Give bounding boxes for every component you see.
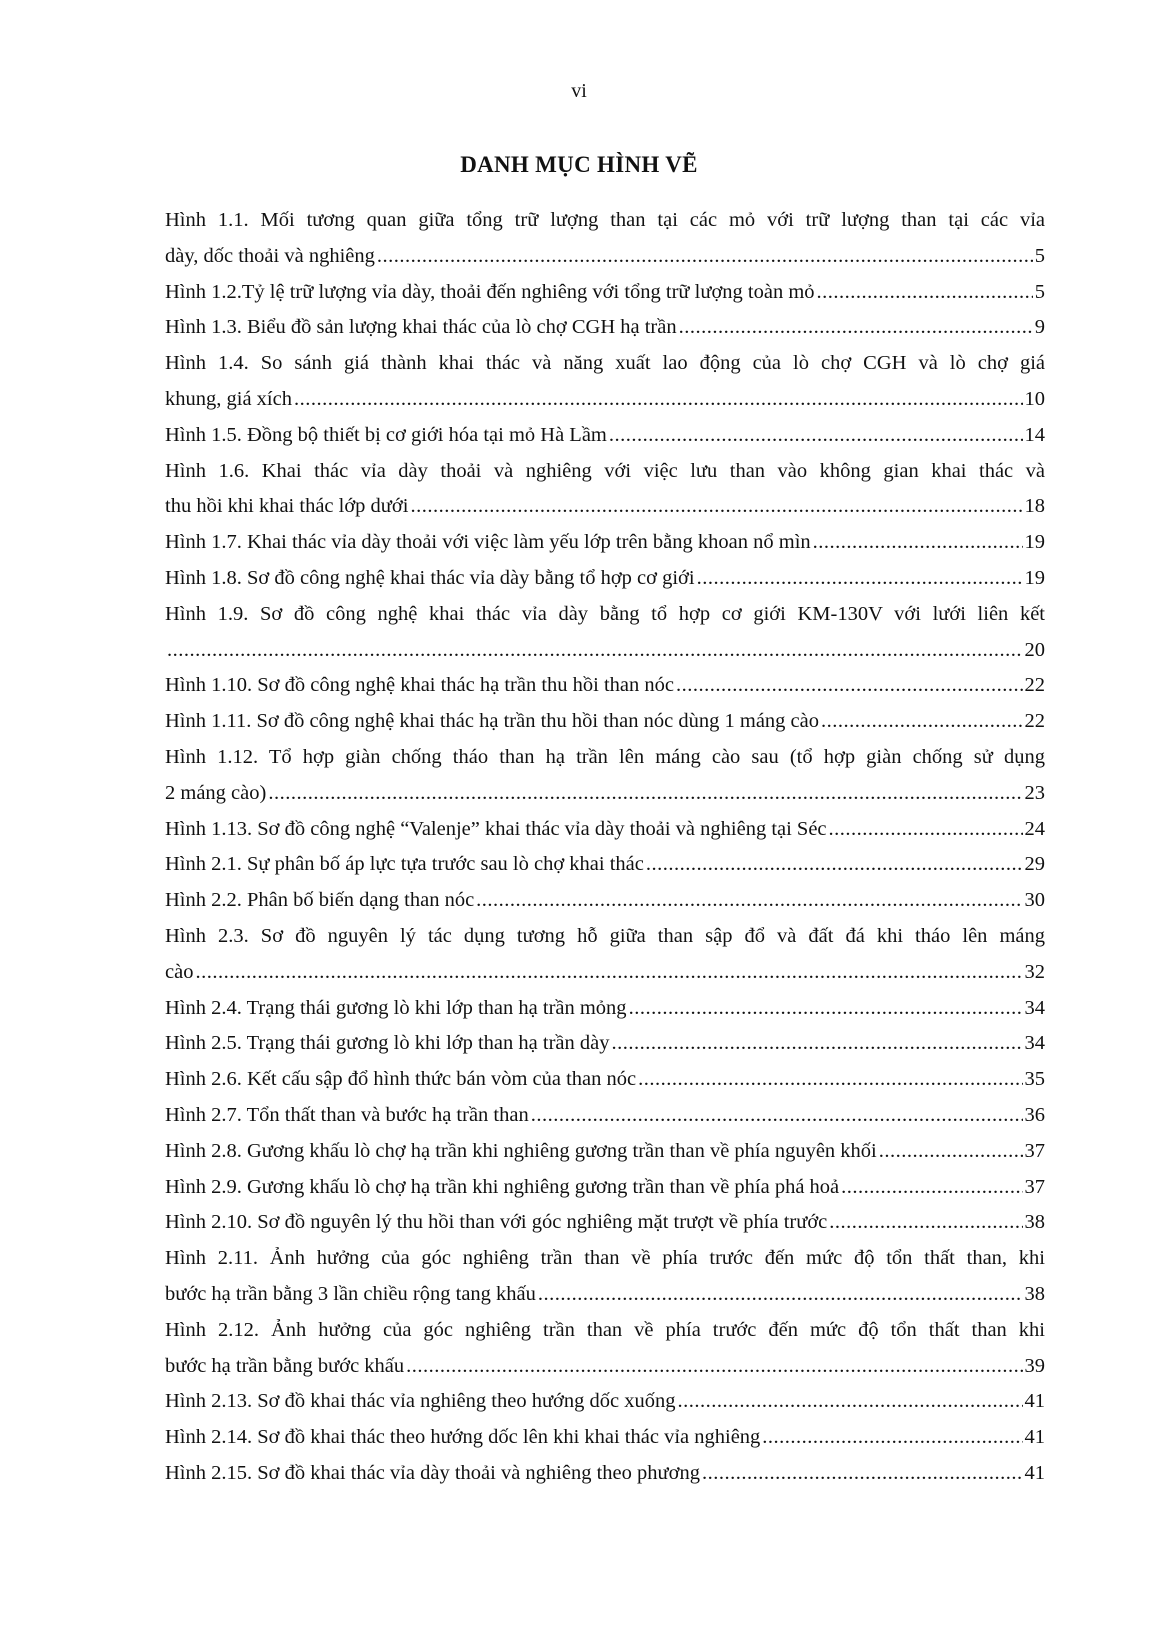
- entry-page-number: 5: [1034, 280, 1045, 303]
- entry-page-number: 9: [1034, 316, 1045, 339]
- entry-leader-line: [165, 525, 1045, 561]
- entry-caption: Hình 1.3. Biểu đồ sản lượng khai thác của lò chợ CGH hạ trần: [165, 316, 677, 339]
- list-item: [165, 740, 1045, 812]
- entry-page-number: 14: [1024, 423, 1045, 446]
- dot-leader: [531, 1098, 1023, 1134]
- entry-leader-line: [165, 633, 1045, 669]
- list-item: [165, 668, 1045, 704]
- entry-caption: Hình 1.7. Khai thác vỉa dày thoải với việc làm yếu lớp trên bằng khoan nổ mìn: [165, 531, 811, 554]
- entry-caption: Hình 2.2. Phân bố biến dạng than nóc: [165, 889, 475, 912]
- entry-page-number: 32: [1024, 960, 1045, 983]
- entry-leader-line: [165, 668, 1045, 704]
- list-item: [165, 275, 1045, 311]
- dot-leader: [817, 275, 1033, 311]
- entry-caption: thu hồi khi khai thác lớp dưới: [165, 495, 409, 518]
- dot-leader: [762, 1420, 1022, 1456]
- entry-leader-line: [165, 812, 1045, 848]
- entry-page-number: 22: [1024, 674, 1045, 697]
- page-number: vi: [571, 80, 587, 102]
- entry-page-number: 29: [1024, 853, 1045, 876]
- dot-leader: [813, 525, 1023, 561]
- entry-leader-line: [165, 418, 1045, 454]
- entry-leader-line: [165, 1170, 1045, 1206]
- entry-caption: bước hạ trần bằng bước khấu: [165, 1354, 405, 1377]
- dot-leader: [879, 1134, 1023, 1170]
- entry-leader-line: [165, 1277, 1045, 1313]
- entry-page-number: 37: [1024, 1175, 1045, 1198]
- entry-leader-line: [165, 1420, 1045, 1456]
- list-item: [165, 418, 1045, 454]
- entry-leader-line: [165, 239, 1045, 275]
- entry-caption-line: Hình 2.12. Ảnh hưởng của góc nghiêng trần than về phía trước đến mức độ tổn thất than khi: [165, 1318, 1045, 1341]
- list-item: [165, 991, 1045, 1027]
- entry-caption: Hình 1.2.Tỷ lệ trữ lượng vỉa dày, thoải đến nghiêng với tổng trữ lượng toàn mỏ: [165, 280, 815, 303]
- entry-page-number: 41: [1024, 1461, 1045, 1484]
- entry-caption: Hình 2.9. Gương khấu lò chợ hạ trần khi nghiêng gương trần than về phía phá hoả: [165, 1175, 840, 1198]
- list-item: [165, 847, 1045, 883]
- entry-leader-line: [165, 275, 1045, 311]
- entry-page-number: 23: [1024, 781, 1045, 804]
- dot-leader: [629, 991, 1023, 1027]
- list-item: [165, 1420, 1045, 1456]
- entry-caption: Hình 2.5. Trạng thái gương lò khi lớp than hạ trần dày: [165, 1032, 610, 1055]
- entry-leader-line: [165, 1456, 1045, 1492]
- entry-page-number: 36: [1024, 1103, 1045, 1126]
- entry-caption-line: Hình 2.11. Ảnh hưởng của góc nghiêng trần than về phía trước đến mức độ tổn thất than, khi: [165, 1247, 1045, 1270]
- entry-caption: Hình 2.7. Tổn thất than và bước hạ trần than: [165, 1103, 529, 1126]
- dot-leader: [679, 310, 1033, 346]
- entry-caption: Hình 2.8. Gương khấu lò chợ hạ trần khi nghiêng gương trần than về phía nguyên khối: [165, 1139, 877, 1162]
- entry-page-number: 5: [1034, 244, 1045, 267]
- entry-leader-line: [165, 1349, 1045, 1385]
- entry-caption: Hình 2.4. Trạng thái gương lò khi lớp than hạ trần mỏng: [165, 996, 627, 1019]
- page-title: DANH MỤC HÌNH VẼ: [460, 152, 698, 177]
- entry-caption: Hình 2.13. Sơ đồ khai thác vỉa nghiêng theo hướng dốc xuống: [165, 1390, 676, 1413]
- entry-leader-line: [165, 883, 1045, 919]
- dot-leader: [609, 418, 1023, 454]
- entry-page-number: 19: [1024, 531, 1045, 554]
- entry-caption: bước hạ trần bằng 3 lần chiều rộng tang khấu: [165, 1282, 536, 1305]
- entry-caption: Hình 2.6. Kết cấu sập đổ hình thức bán vòm của than nóc: [165, 1068, 637, 1091]
- entry-leader-line: [165, 382, 1045, 418]
- entry-leader-line: [165, 1384, 1045, 1420]
- entry-page-number: 30: [1024, 889, 1045, 912]
- list-item: [165, 525, 1045, 561]
- entry-caption: Hình 1.5. Đồng bộ thiết bị cơ giới hóa tại mỏ Hà Lầm: [165, 423, 607, 446]
- dot-leader: [646, 847, 1023, 883]
- dot-leader: [195, 955, 1022, 991]
- list-item: [165, 561, 1045, 597]
- entry-leader-line: [165, 1062, 1045, 1098]
- entry-caption: Hình 2.14. Sơ đồ khai thác theo hướng dốc lên khi khai thác vỉa nghiêng: [165, 1426, 761, 1449]
- entry-caption: Hình 2.1. Sự phân bố áp lực tựa trước sau lò chợ khai thác: [165, 853, 644, 876]
- entry-leader-line: [165, 955, 1045, 991]
- dot-leader: [538, 1277, 1023, 1313]
- entry-page-number: 38: [1024, 1282, 1045, 1305]
- entry-leader-line: [165, 776, 1045, 812]
- list-item: [165, 1062, 1045, 1098]
- list-item: [165, 1134, 1045, 1170]
- list-item: [165, 1241, 1045, 1313]
- entry-caption: cào: [165, 960, 194, 983]
- dot-leader: [676, 668, 1022, 704]
- entry-caption: khung, giá xích: [165, 387, 292, 410]
- entry-caption: 2 máng cào): [165, 781, 267, 804]
- entry-caption-line: Hình 1.9. Sơ đồ công nghệ khai thác vỉa dày bằng tổ hợp cơ giới KM-130V với lưới liên kết: [165, 602, 1045, 625]
- list-item: [165, 1384, 1045, 1420]
- list-item: [165, 883, 1045, 919]
- list-item: [165, 1313, 1045, 1385]
- entry-caption-line: Hình 1.4. So sánh giá thành khai thác và năng xuất lao động của lò chợ CGH và lò chợ giá: [165, 352, 1045, 375]
- entry-leader-line: [165, 847, 1045, 883]
- entry-caption: dày, dốc thoải và nghiêng: [165, 244, 375, 267]
- entry-page-number: 24: [1024, 817, 1045, 840]
- list-item: [165, 704, 1045, 740]
- entry-page-number: 18: [1024, 495, 1045, 518]
- list-item: [165, 1456, 1045, 1492]
- entry-page-number: 38: [1024, 1211, 1045, 1234]
- list-item: [165, 1098, 1045, 1134]
- list-item: [165, 812, 1045, 848]
- list-item: [165, 1170, 1045, 1206]
- entry-leader-line: [165, 704, 1045, 740]
- list-item: [165, 919, 1045, 991]
- dot-leader: [702, 1456, 1023, 1492]
- entry-caption-line: Hình 2.3. Sơ đồ nguyên lý tác dụng tương hỗ giữa than sập đổ và đất đá khi tháo lên máng: [165, 924, 1045, 947]
- list-item: [165, 454, 1045, 526]
- entry-caption: Hình 1.8. Sơ đồ công nghệ khai thác vỉa dày bằng tổ hợp cơ giới: [165, 566, 695, 589]
- entry-page-number: 20: [1024, 638, 1045, 661]
- entry-leader-line: [165, 1098, 1045, 1134]
- entry-leader-line: [165, 561, 1045, 597]
- dot-leader: [678, 1384, 1023, 1420]
- entry-page-number: 10: [1024, 387, 1045, 410]
- entry-leader-line: [165, 1026, 1045, 1062]
- entry-page-number: 34: [1024, 996, 1045, 1019]
- dot-leader: [377, 239, 1033, 275]
- dot-leader: [410, 489, 1022, 525]
- entry-page-number: 41: [1024, 1426, 1045, 1449]
- dot-leader: [829, 1205, 1022, 1241]
- entry-caption-line: Hình 1.12. Tổ hợp giàn chống tháo than hạ trần lên máng cào sau (tổ hợp giàn chống sử dụng: [165, 745, 1045, 768]
- entry-caption-line: Hình 1.6. Khai thác vỉa dày thoải và nghiêng với việc lưu than vào không gian khai thác và: [165, 459, 1045, 482]
- entry-leader-line: [165, 1134, 1045, 1170]
- entry-page-number: 41: [1024, 1390, 1045, 1413]
- dot-leader: [406, 1349, 1022, 1385]
- dot-leader: [841, 1170, 1022, 1206]
- entry-caption: Hình 1.13. Sơ đồ công nghệ “Valenje” khai thác vỉa dày thoải và nghiêng tại Séc: [165, 817, 827, 840]
- dot-leader: [821, 704, 1023, 740]
- entry-leader-line: [165, 1205, 1045, 1241]
- entry-leader-line: [165, 310, 1045, 346]
- list-item: [165, 1205, 1045, 1241]
- entry-caption: Hình 1.11. Sơ đồ công nghệ khai thác hạ trần thu hồi than nóc dùng 1 máng cào: [165, 710, 819, 733]
- dot-leader: [611, 1026, 1022, 1062]
- entry-page-number: 19: [1024, 566, 1045, 589]
- entry-caption: Hình 2.10. Sơ đồ nguyên lý thu hồi than với góc nghiêng mặt trượt về phía trước: [165, 1211, 828, 1234]
- entry-leader-line: [165, 991, 1045, 1027]
- dot-leader: [167, 633, 1023, 669]
- entry-page-number: 37: [1024, 1139, 1045, 1162]
- figure-list: [165, 203, 1045, 1492]
- entry-caption-line: Hình 1.1. Mối tương quan giữa tổng trữ lượng than tại các mỏ với trữ lượng than tại các vỉa: [165, 209, 1045, 231]
- list-item: [165, 597, 1045, 669]
- dot-leader: [829, 812, 1023, 848]
- list-item: [165, 346, 1045, 418]
- dot-leader: [294, 382, 1023, 418]
- entry-page-number: 35: [1024, 1068, 1045, 1091]
- dot-leader: [697, 561, 1023, 597]
- dot-leader: [638, 1062, 1022, 1098]
- list-item: [165, 1026, 1045, 1062]
- entry-leader-line: [165, 489, 1045, 525]
- entry-page-number: 39: [1024, 1354, 1045, 1377]
- entry-page-number: 34: [1024, 1032, 1045, 1055]
- list-item: [165, 203, 1045, 275]
- dot-leader: [268, 776, 1022, 812]
- entry-page-number: 22: [1024, 710, 1045, 733]
- entry-caption: Hình 2.15. Sơ đồ khai thác vỉa dày thoải và nghiêng theo phương: [165, 1461, 700, 1484]
- entry-caption: Hình 1.10. Sơ đồ công nghệ khai thác hạ trần thu hồi than nóc: [165, 674, 675, 697]
- list-item: [165, 310, 1045, 346]
- dot-leader: [476, 883, 1022, 919]
